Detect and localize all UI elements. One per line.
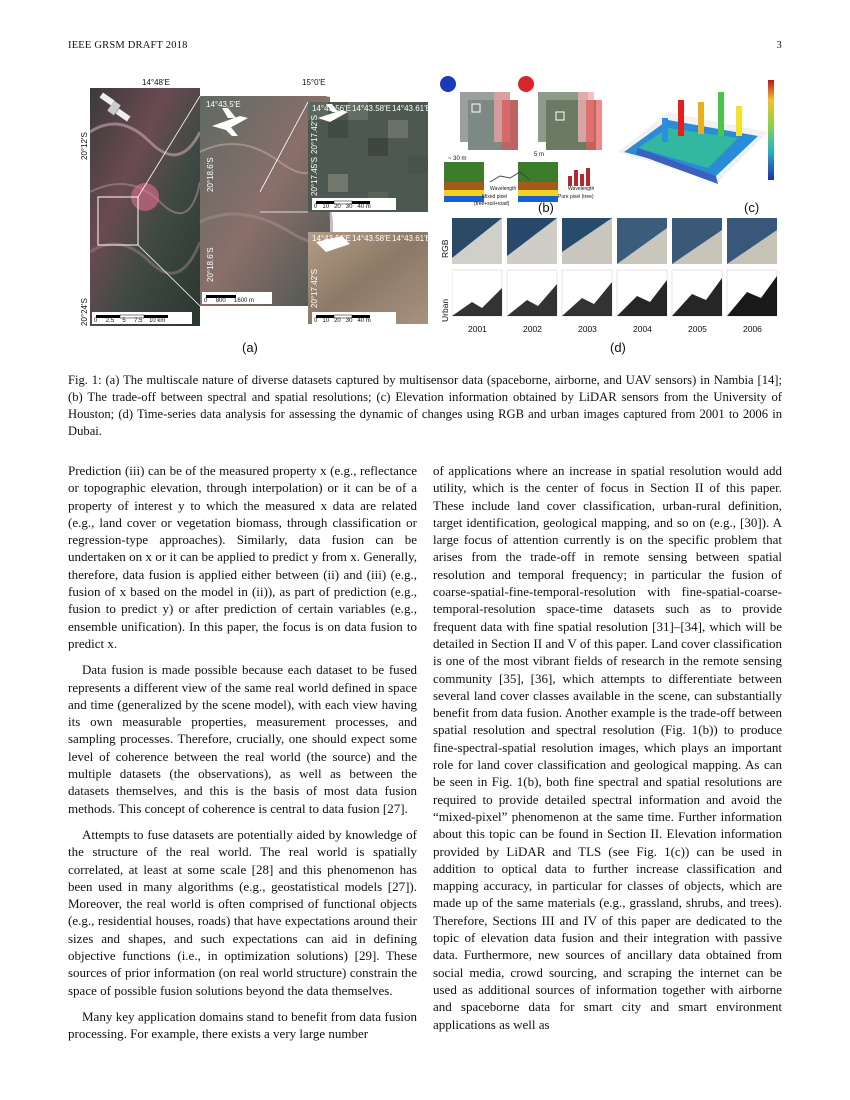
paragraph: Data fusion is made possible because each dataset to be fused represents a different view of the same real world defined in space and time (generalized by the scene model), with each view having its own measurable properties, measurement processes, and sampling processes. Therefore, crucially, one should expect some level of coherence between the real world (the source) and the multiple datasets (the observations), as well as between the datasets themselves, and this is the basis of most data fusion methods. This concept of coherence is central to data fusion [27]. <box>68 662 417 816</box>
panel-b-spectral-spatial <box>438 72 618 215</box>
coord-inset2-top-3: 14°43.61'E <box>392 104 431 113</box>
mixed-pixel-sub: (tree+soil+road) <box>474 201 510 207</box>
figure-1 <box>68 72 782 362</box>
panel-d-label: (d) <box>610 340 626 355</box>
scale-inset2-ticks: 0 10 20 30 40 m <box>314 204 371 210</box>
right-column <box>433 462 782 1042</box>
coord-inset1-left-2: 20°18.6'S <box>206 247 215 282</box>
paragraph: Attempts to fuse datasets are potentially aided by knowledge of the structure of the real world. The real world is spatially correlated, at least at some scale [28] and this phenomenon has been used in many algorithms (e.g., geostatistical models [27]). Moreover, the real world is often comprised of functional objects (e.g., residential houses, roads) that have expectations around their sizes and shapes, and such expectations can aid in defining objective functions (i.e., in optimization solutions) [29]. These sources of prior information (on real world structure) constrain the space of possible fusion solutions beyond the data themselves. <box>68 826 417 998</box>
coord-inset3-left: 20°17.42'S <box>310 269 319 308</box>
coord-inset1-top: 14°43.5'E <box>206 100 241 109</box>
coord-left-1: 20°12'S <box>80 132 89 160</box>
panel-c-lidar-elevation <box>608 72 782 215</box>
rgb-row <box>452 218 777 264</box>
mixed-pixel-label: Mixed pixel <box>482 194 508 200</box>
year-2003: 2003 <box>578 324 597 334</box>
paragraph: Many key application domains stand to benefit from data fusion processing. For example, there exists a very large number <box>68 1008 417 1042</box>
scale-main-ticks: 0 2.5 5 7.5 10 km <box>94 318 166 324</box>
coord-top-1: 14°48'E <box>142 78 170 87</box>
year-2004: 2004 <box>633 324 652 334</box>
paragraph: of applications where an increase in spatial resolution would add utility, which is the center of focus in Section II of this paper. These include land cover classification, urban-rural definition, target identification, geological mapping, and so on (e.g., [30]). A large focus of attention currently is on the specific problem that arises from the trade-off in remote sensing between spatial resolution and temporal frequency; in particular the fusion of coarse-spatial-fine-temporal-resolution with fine-spatial-coarse-temporal-resolution space-time datasets such as to provide frequent data with fine spatial resolution [31]–[34], which will be detailed in Section II and V of this paper. Land cover classification is one of the most vibrant fields of research in the remote sensing community [35], [36], which attempts to differentiate between several land cover classes available in the scene, can substantially benefit from data fusion. Another example is the trade-off between spatial resolution and spectral resolution (Fig. 1(b)) to produce fine-spectral-spatial resolution images, which plays an important role for land cover classification and geological mapping. As can be seen in Fig. 1(b), both fine spectral and spatial resolutions are required to provide detailed spectral information and avoid the “mixed-pixel” phenomenon at the same time. Further information about this topic can be found in Section II. Elevation information provided by LiDAR and TLS (see Fig. 1(c)) can be used in addition to optical data to further increase classification and mapping accuracy, in particular for classes of objects, which are made up of the same materials (e.g., grassland, shrubs, and trees). Therefore, Sections III and IV of this paper are dedicated to the topic of elevation data fusion and their integration with passive data. Furthermore, new sources of ancillary data obtained from social media, crowd sourcing, and scraping the internet can be used as additional sources of information together with airborne and spaceborne data for smart city and smart environment applications as well as <box>433 463 782 1032</box>
urban-row <box>452 270 777 316</box>
year-2001: 2001 <box>468 324 487 334</box>
coord-top-2: 15°0'E <box>302 78 326 87</box>
scale-inset3-ticks: 0 10 20 30 40 m <box>314 318 371 324</box>
panel-b-label: (b) <box>538 200 554 215</box>
coord-inset3-top-1: 14°43.56'E <box>312 234 351 243</box>
pure-pixel-label: Pure pixel (tree) <box>558 194 594 200</box>
year-2005: 2005 <box>688 324 707 334</box>
coord-inset2-left-2: 20°17.45'S <box>310 157 319 196</box>
panel-d-graphic <box>452 218 782 322</box>
coord-inset1-left-1: 20°18.6'S <box>206 157 215 192</box>
coord-inset2-left-1: 20°17.42'S <box>310 115 319 154</box>
panel-a-label: (a) <box>242 340 258 355</box>
sensor-badge-icon <box>440 76 456 92</box>
page-number: 3 <box>776 40 782 51</box>
panel-a-multiscale-imagery <box>80 72 440 355</box>
figure-caption: Fig. 1: (a) The multiscale nature of diverse datasets captured by multisensor data (spaceborne, airborne, and UAV sensors) in Nambia [14]; (b) The trade-off between spectral and spatial resolutions; (c) Elevation information obtained by LiDAR sensors from the University of Houston; (d) Time-series data analysis for assessing the dynamic of changes using RGB and urban images captured from 2001 to 2006 in Dubai. <box>68 373 782 438</box>
resolution-right: 5 m <box>534 152 545 158</box>
row-label-urban: Urban <box>440 298 450 322</box>
panel-c-graphic <box>608 72 782 212</box>
row-label-rgb: RGB <box>440 239 450 258</box>
axis-wavelength-left: Wavelength <box>490 186 517 192</box>
running-header: IEEE GRSM DRAFT 2018 <box>68 40 188 51</box>
coord-inset2-top-2: 14°43.58'E <box>352 104 391 113</box>
year-2006: 2006 <box>743 324 762 334</box>
resolution-left: ~ 30 m <box>448 156 467 162</box>
coord-inset2-title: 14°45.6'E <box>326 90 361 99</box>
left-column <box>68 462 417 1052</box>
coord-inset3-top-2: 14°43.58'E <box>352 234 391 243</box>
panel-d-time-series <box>438 218 782 355</box>
year-2002: 2002 <box>523 324 542 334</box>
axis-wavelength-right: Wavelength <box>568 186 595 192</box>
coord-left-2: 20°24'S <box>80 298 89 326</box>
panel-c-label: (c) <box>744 200 760 215</box>
coord-inset2-top-1: 14°43.56'E <box>312 104 351 113</box>
sensor-badge-icon <box>518 76 534 92</box>
coord-inset3-top-3: 14°43.61'E <box>392 234 431 243</box>
scale-inset1-ticks: 0 800 1600 m <box>204 298 255 304</box>
paragraph: Prediction (iii) can be of the measured property x (e.g., reflectance or topographic elevation, through interpolation) or it can be of a property of interest y to which the measured x data are related (e.g., land cover or vegetation biomass, through classification or regression-type approaches). Similarly, data fusion can be undertaken on x or it can be applied to predict y from x. Generally, therefore, data fusion is applied either between (ii) and (iii) (e.g., fusion of x based on the model in (ii)), as part of prediction (e.g., fusion to predict y) or after prediction of certain variables (e.g., ensemble unification). In this paper, the focus is on data fusion to predict x. <box>68 463 417 651</box>
